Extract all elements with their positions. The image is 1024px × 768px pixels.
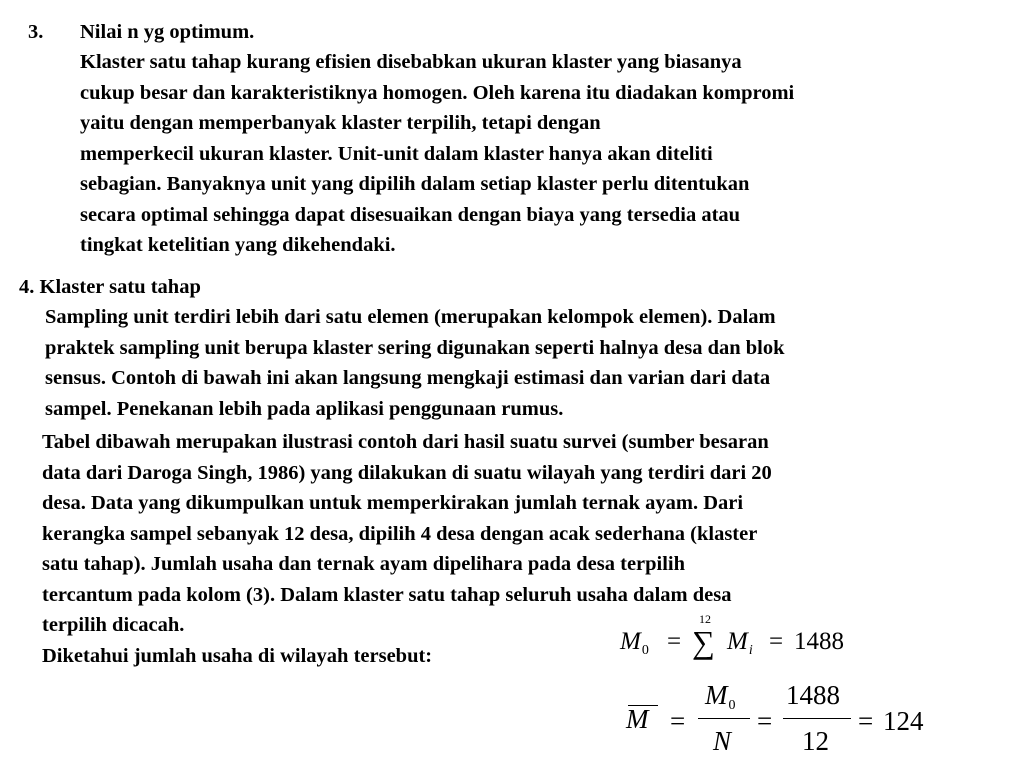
section-4-title: 4. Klaster satu tahap xyxy=(19,276,201,298)
formula-mean-units xyxy=(626,678,956,763)
paragraph-line: Tabel dibawah merupakan ilustrasi contoh dari hasil suatu survei (sumber besaran xyxy=(42,431,769,453)
paragraph-line: tingkat ketelitian yang dikehendaki. xyxy=(80,234,396,256)
section-3-number: 3. xyxy=(28,21,44,43)
paragraph-line: kerangka sampel sebanyak 12 desa, dipilih 4 desa dengan acak sederhana (klaster xyxy=(42,522,758,545)
paragraph-line: desa. Data yang dikumpulkan untuk memperkirakan jumlah ternak ayam. Dari xyxy=(42,492,744,514)
formula-result: 124 xyxy=(883,706,924,736)
fraction-denominator: N xyxy=(713,726,732,756)
paragraph-line: praktek sampling unit berupa klaster sering digunakan seperti halnya desa dan blok xyxy=(45,336,785,359)
formula-equals: = xyxy=(667,628,682,655)
paragraph-line: Sampling unit terdiri lebih dari satu elemen (merupakan kelompok elemen). Dalam xyxy=(45,306,776,328)
paragraph-line: tercantum pada kolom (3). Dalam klaster satu tahap seluruh usaha dalam desa xyxy=(42,583,732,606)
paragraph-line: satu tahap). Jumlah usaha dan ternak ayam dipelihara pada desa terpilih xyxy=(42,553,686,575)
section-4-paragraph-2 xyxy=(42,427,772,671)
sigma-upper-limit: 12 xyxy=(699,612,711,626)
paragraph-line: yaitu dengan memperbanyak klaster terpilih, tetapi dengan xyxy=(80,112,601,134)
fraction-bar xyxy=(783,718,851,719)
paragraph-line: Klaster satu tahap kurang efisien disebabkan ukuran klaster yang biasanya xyxy=(80,51,742,73)
formula-equals: = xyxy=(757,706,773,736)
paragraph-line: cukup besar dan karakteristiknya homogen. Oleh karena itu diadakan kompromi xyxy=(80,81,795,104)
sigma-symbol: ∑ xyxy=(692,624,715,660)
formula-equals: = xyxy=(670,706,686,736)
fraction-numerator: M0 xyxy=(705,680,736,713)
formula-lhs: $M_0$ xyxy=(620,628,649,658)
paragraph-line: sampel. Penekanan lebih pada aplikasi penggunaan rumus. xyxy=(45,397,564,420)
paragraph-line: memperkecil ukuran klaster. Unit-unit dalam klaster hanya akan diteliti xyxy=(80,142,713,165)
fraction-numerator: 1488 xyxy=(786,680,840,710)
formula-equals: = xyxy=(769,628,784,655)
section-3-paragraph xyxy=(80,47,794,261)
paragraph-line: sebagian. Banyaknya unit yang dipilih dalam setiap klaster perlu ditentukan xyxy=(80,173,750,195)
formula-equals: = xyxy=(858,706,874,736)
section-4-paragraph xyxy=(45,302,785,424)
paragraph-line: sensus. Contoh di bawah ini akan langsung mengkaji estimasi dan varian dari data xyxy=(45,367,771,389)
formula-lhs: M xyxy=(626,704,649,734)
paragraph-line: data dari Daroga Singh, 1986) yang dilakukan di suatu wilayah yang terdiri dari 20 xyxy=(42,461,772,484)
paragraph-line: Diketahui jumlah usaha di wilayah tersebut: xyxy=(42,644,433,667)
paragraph-line: secara optimal sehingga dapat disesuaikan dengan biaya yang tersedia atau xyxy=(80,203,741,226)
formula-term: $M_i$ xyxy=(727,628,753,658)
fraction-bar xyxy=(698,718,750,719)
paragraph-line: terpilih dicacah. xyxy=(42,614,185,636)
section-3-title: Nilai n yg optimum. xyxy=(80,21,255,43)
fraction-denominator: 12 xyxy=(802,726,829,756)
formula-result: 1488 xyxy=(794,628,844,655)
